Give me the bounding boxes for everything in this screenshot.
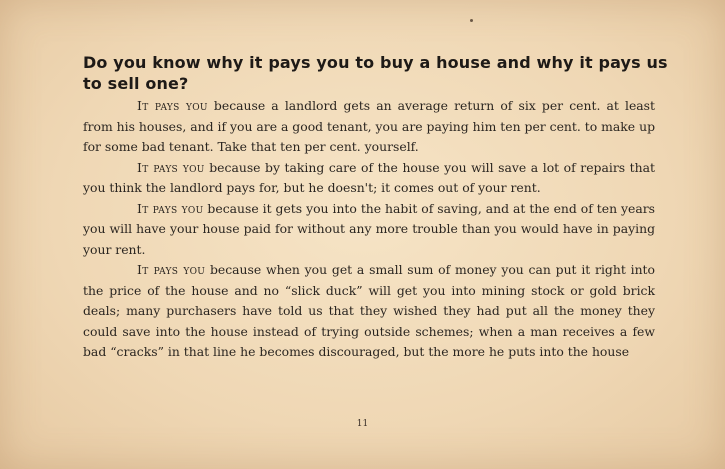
paragraph-4	[83, 260, 655, 363]
paragraph-lead: It pays you	[137, 262, 206, 277]
page-number: 11	[356, 419, 369, 429]
paragraph-text: because a landlord gets an average return of six per cent. at least from his houses, and if you are a good tenant, you are paying him ten per cent. to make up for some bad tenant. Take that ten per cent. yourself.	[83, 98, 656, 154]
paragraph-lead: It pays you	[137, 159, 205, 175]
body-text	[83, 96, 655, 363]
paragraph-3	[83, 199, 655, 261]
paragraph-lead: It pays you	[137, 200, 204, 216]
paragraph-text: because it gets you into the habit of saving, and at the end of ten years you will have your house paid for without any more trouble than you would have in paying your rent.	[83, 200, 656, 257]
paragraph-text: because when you get a small sum of money you can put it right into the price of the house and no “slick duck” will get you into mining stock or gold brick deals; many purchasers have told us that they wished they had put all the money they could save into the house instead of trying outside schemes; when a man receives a few bad “cracks” in that line he becomes discouraged, but the more he puts into the house	[83, 262, 655, 359]
paragraph-lead: It pays you	[137, 98, 208, 113]
page-heading: Do you know why it pays you to buy a house and why it pays us to sell one?	[83, 53, 668, 93]
paragraph-2	[83, 158, 655, 199]
paragraph-1	[83, 96, 655, 158]
paragraph-text: because by taking care of the house you will save a lot of repairs that you think the landlord pays for, but he doesn't; it comes out of your rent.	[83, 159, 655, 195]
paper-speck	[470, 19, 473, 22]
